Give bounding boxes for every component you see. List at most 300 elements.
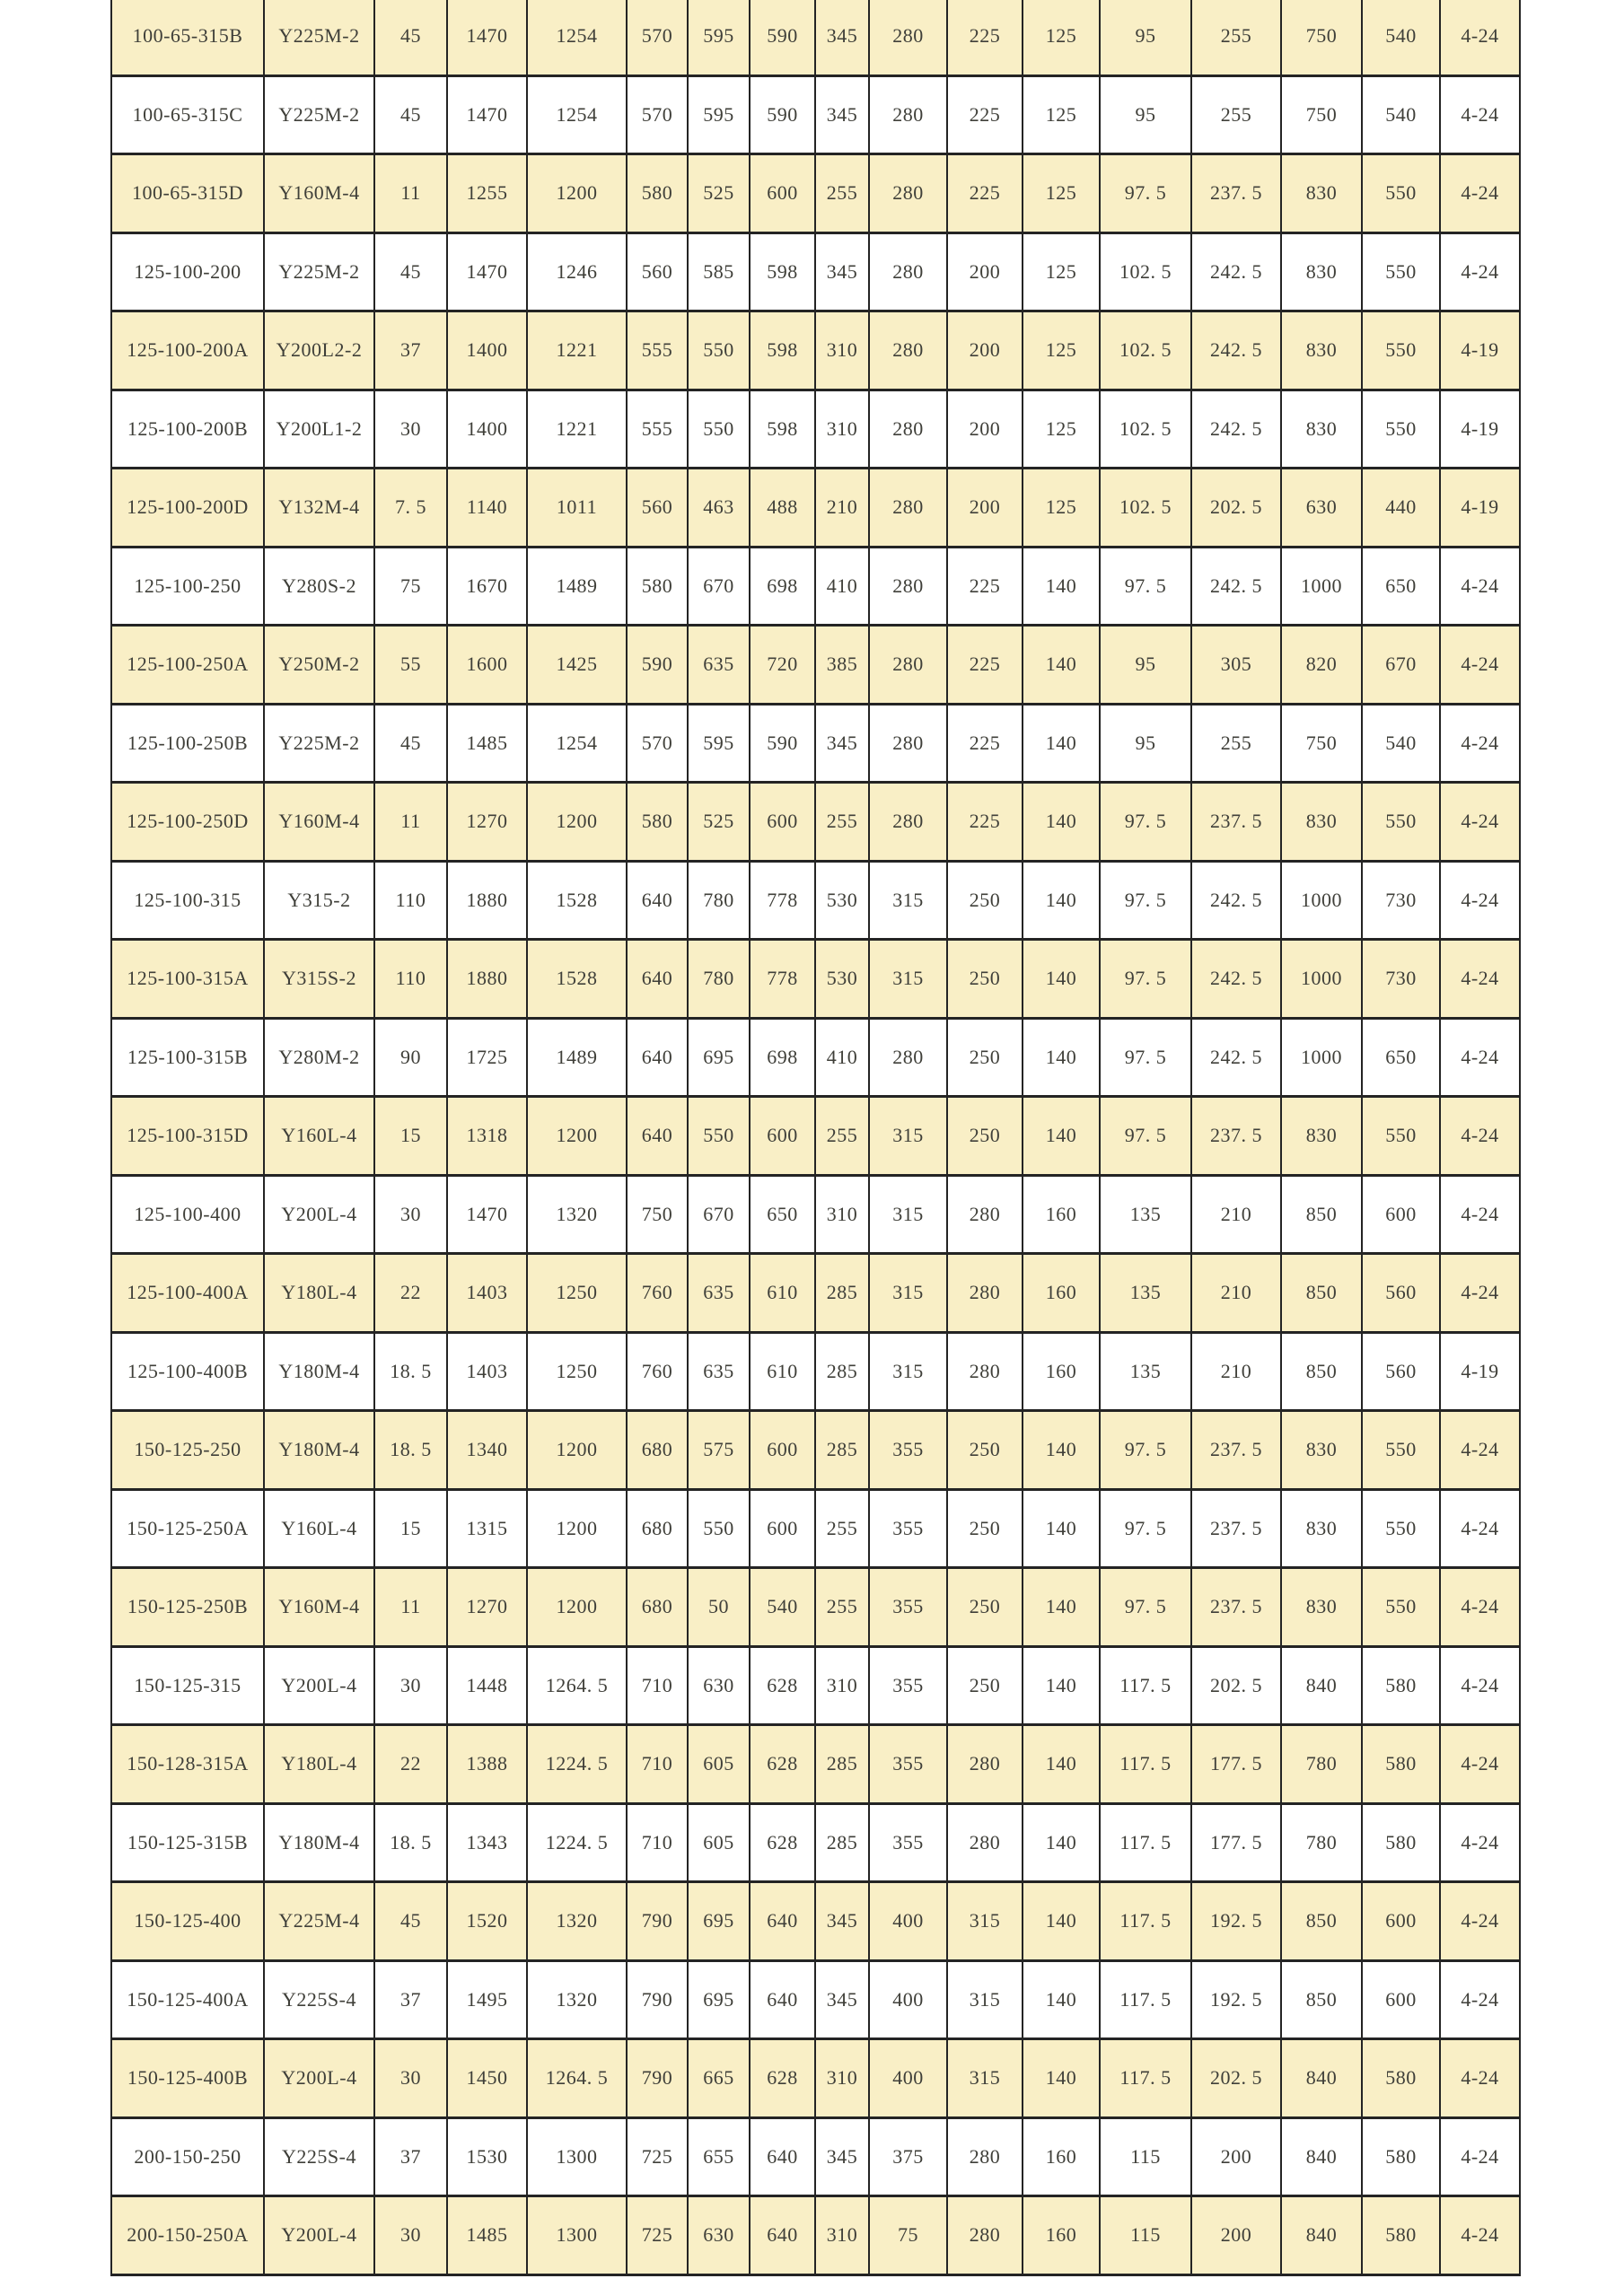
value-cell: 97. 5 [1101, 941, 1192, 1020]
value-cell: 225 [948, 784, 1023, 863]
value-cell: 1221 [528, 312, 628, 391]
pump-model-cell: 150-128-315A [112, 1726, 265, 1805]
value-cell: 598 [751, 391, 816, 470]
value-cell: 237. 5 [1192, 1569, 1282, 1648]
value-cell: 1318 [448, 1098, 528, 1177]
motor-model-cell: Y200L1-2 [265, 391, 375, 470]
value-cell: 605 [689, 1726, 751, 1805]
value-cell: 1403 [448, 1334, 528, 1413]
value-cell: 280 [948, 1805, 1023, 1884]
value-cell: 135 [1101, 1255, 1192, 1334]
value-cell: 385 [816, 627, 870, 705]
value-cell: 1221 [528, 391, 628, 470]
value-cell: 1530 [448, 2119, 528, 2198]
value-cell: 4-24 [1441, 1569, 1521, 1648]
value-cell: 280 [870, 391, 948, 470]
value-cell: 202. 5 [1192, 2040, 1282, 2119]
value-cell: 315 [948, 1962, 1023, 2041]
value-cell: 575 [689, 1412, 751, 1491]
value-cell: 555 [628, 312, 689, 391]
value-cell: 37 [375, 2119, 448, 2198]
value-cell: 600 [751, 1412, 816, 1491]
value-cell: 1264. 5 [528, 1648, 628, 1727]
value-cell: 310 [816, 1648, 870, 1727]
value-cell: 242. 5 [1192, 234, 1282, 313]
value-cell: 250 [948, 1648, 1023, 1727]
pump-model-cell: 125-100-200D [112, 469, 265, 548]
value-cell: 725 [628, 2119, 689, 2198]
value-cell: 600 [1363, 1177, 1441, 1256]
value-cell: 45 [375, 705, 448, 784]
value-cell: 550 [689, 1098, 751, 1177]
value-cell: 45 [375, 234, 448, 313]
value-cell: 242. 5 [1192, 863, 1282, 942]
value-cell: 280 [948, 2197, 1023, 2276]
value-cell: 225 [948, 0, 1023, 77]
value-cell: 540 [751, 1569, 816, 1648]
value-cell: 50 [689, 1569, 751, 1648]
value-cell: 135 [1101, 1177, 1192, 1256]
value-cell: 550 [689, 391, 751, 470]
value-cell: 698 [751, 1020, 816, 1099]
value-cell: 285 [816, 1726, 870, 1805]
value-cell: 22 [375, 1726, 448, 1805]
value-cell: 640 [751, 2197, 816, 2276]
value-cell: 4-24 [1441, 234, 1521, 313]
value-cell: 780 [1282, 1726, 1363, 1805]
value-cell: 680 [628, 1569, 689, 1648]
value-cell: 790 [628, 1962, 689, 2041]
value-cell: 580 [1363, 1648, 1441, 1727]
value-cell: 1880 [448, 941, 528, 1020]
value-cell: 595 [689, 0, 751, 77]
value-cell: 830 [1282, 1098, 1363, 1177]
value-cell: 580 [628, 548, 689, 627]
value-cell: 97. 5 [1101, 1412, 1192, 1491]
value-cell: 210 [1192, 1255, 1282, 1334]
value-cell: 280 [948, 1726, 1023, 1805]
value-cell: 665 [689, 2040, 751, 2119]
value-cell: 110 [375, 941, 448, 1020]
value-cell: 635 [689, 1334, 751, 1413]
value-cell: 550 [1363, 1569, 1441, 1648]
value-cell: 4-24 [1441, 77, 1521, 156]
value-cell: 830 [1282, 1412, 1363, 1491]
value-cell: 1200 [528, 1098, 628, 1177]
value-cell: 115 [1101, 2119, 1192, 2198]
value-cell: 850 [1282, 1255, 1363, 1334]
value-cell: 280 [948, 2119, 1023, 2198]
value-cell: 117. 5 [1101, 1648, 1192, 1727]
value-cell: 695 [689, 1883, 751, 1962]
value-cell: 280 [948, 1334, 1023, 1413]
value-cell: 4-24 [1441, 1412, 1521, 1491]
value-cell: 760 [628, 1334, 689, 1413]
motor-model-cell: Y225M-4 [265, 1883, 375, 1962]
value-cell: 4-24 [1441, 1255, 1521, 1334]
motor-model-cell: Y160L-4 [265, 1098, 375, 1177]
motor-model-cell: Y225M-2 [265, 77, 375, 156]
value-cell: 4-19 [1441, 391, 1521, 470]
value-cell: 200 [1192, 2197, 1282, 2276]
value-cell: 255 [816, 155, 870, 234]
value-cell: 97. 5 [1101, 155, 1192, 234]
value-cell: 1000 [1282, 1020, 1363, 1099]
value-cell: 635 [689, 627, 751, 705]
value-cell: 310 [816, 2197, 870, 2276]
value-cell: 1000 [1282, 863, 1363, 942]
pump-model-cell: 200-150-250A [112, 2197, 265, 2276]
value-cell: 202. 5 [1192, 1648, 1282, 1727]
value-cell: 4-24 [1441, 1648, 1521, 1727]
value-cell: 4-24 [1441, 1177, 1521, 1256]
value-cell: 400 [870, 2040, 948, 2119]
value-cell: 4-24 [1441, 2119, 1521, 2198]
value-cell: 1495 [448, 1962, 528, 2041]
pump-model-cell: 125-100-400A [112, 1255, 265, 1334]
value-cell: 1270 [448, 784, 528, 863]
value-cell: 550 [1363, 155, 1441, 234]
pump-spec-table [110, 0, 1521, 2276]
motor-model-cell: Y200L2-2 [265, 312, 375, 391]
value-cell: 255 [1192, 705, 1282, 784]
value-cell: 1320 [528, 1883, 628, 1962]
value-cell: 242. 5 [1192, 391, 1282, 470]
value-cell: 95 [1101, 77, 1192, 156]
value-cell: 695 [689, 1020, 751, 1099]
value-cell: 1224. 5 [528, 1726, 628, 1805]
value-cell: 4-24 [1441, 155, 1521, 234]
value-cell: 1250 [528, 1334, 628, 1413]
value-cell: 30 [375, 2197, 448, 2276]
pump-model-cell: 150-125-400A [112, 1962, 265, 2041]
value-cell: 250 [948, 941, 1023, 1020]
value-cell: 628 [751, 2040, 816, 2119]
value-cell: 45 [375, 1883, 448, 1962]
value-cell: 250 [948, 1412, 1023, 1491]
value-cell: 410 [816, 1020, 870, 1099]
value-cell: 125 [1023, 391, 1101, 470]
value-cell: 117. 5 [1101, 1883, 1192, 1962]
value-cell: 550 [1363, 391, 1441, 470]
value-cell: 580 [1363, 2040, 1441, 2119]
value-cell: 280 [870, 0, 948, 77]
value-cell: 605 [689, 1805, 751, 1884]
motor-model-cell: Y180L-4 [265, 1255, 375, 1334]
pump-model-cell: 150-125-250B [112, 1569, 265, 1648]
value-cell: 30 [375, 1648, 448, 1727]
value-cell: 850 [1282, 1334, 1363, 1413]
value-cell: 1254 [528, 77, 628, 156]
value-cell: 210 [1192, 1334, 1282, 1413]
value-cell: 140 [1023, 1412, 1101, 1491]
value-cell: 237. 5 [1192, 1098, 1282, 1177]
value-cell: 1528 [528, 863, 628, 942]
value-cell: 315 [948, 2040, 1023, 2119]
value-cell: 580 [628, 784, 689, 863]
value-cell: 540 [1363, 705, 1441, 784]
value-cell: 830 [1282, 155, 1363, 234]
value-cell: 242. 5 [1192, 548, 1282, 627]
value-cell: 640 [628, 941, 689, 1020]
value-cell: 4-24 [1441, 0, 1521, 77]
value-cell: 140 [1023, 941, 1101, 1020]
value-cell: 1246 [528, 234, 628, 313]
value-cell: 760 [628, 1255, 689, 1334]
value-cell: 1224. 5 [528, 1805, 628, 1884]
value-cell: 4-24 [1441, 2040, 1521, 2119]
value-cell: 117. 5 [1101, 1962, 1192, 2041]
value-cell: 488 [751, 469, 816, 548]
value-cell: 635 [689, 1255, 751, 1334]
value-cell: 255 [816, 1491, 870, 1570]
value-cell: 610 [751, 1255, 816, 1334]
value-cell: 15 [375, 1491, 448, 1570]
value-cell: 730 [1363, 941, 1441, 1020]
value-cell: 630 [689, 1648, 751, 1727]
value-cell: 315 [870, 1334, 948, 1413]
value-cell: 18. 5 [375, 1334, 448, 1413]
value-cell: 37 [375, 1962, 448, 2041]
value-cell: 4-24 [1441, 1883, 1521, 1962]
value-cell: 355 [870, 1805, 948, 1884]
value-cell: 1670 [448, 548, 528, 627]
value-cell: 440 [1363, 469, 1441, 548]
value-cell: 4-24 [1441, 548, 1521, 627]
pump-model-cell: 150-125-400 [112, 1883, 265, 1962]
value-cell: 255 [1192, 77, 1282, 156]
value-cell: 355 [870, 1648, 948, 1727]
motor-model-cell: Y225S-4 [265, 2119, 375, 2198]
value-cell: 140 [1023, 1098, 1101, 1177]
value-cell: 1200 [528, 1569, 628, 1648]
value-cell: 1485 [448, 705, 528, 784]
motor-model-cell: Y180L-4 [265, 1726, 375, 1805]
value-cell: 135 [1101, 1334, 1192, 1413]
value-cell: 140 [1023, 1020, 1101, 1099]
value-cell: 140 [1023, 627, 1101, 705]
value-cell: 97. 5 [1101, 1098, 1192, 1177]
pump-model-cell: 125-100-315D [112, 1098, 265, 1177]
value-cell: 345 [816, 705, 870, 784]
value-cell: 530 [816, 941, 870, 1020]
value-cell: 585 [689, 234, 751, 313]
value-cell: 315 [870, 1098, 948, 1177]
value-cell: 1403 [448, 1255, 528, 1334]
pump-model-cell: 100-65-315C [112, 77, 265, 156]
value-cell: 315 [870, 1255, 948, 1334]
value-cell: 225 [948, 155, 1023, 234]
value-cell: 140 [1023, 1491, 1101, 1570]
value-cell: 580 [1363, 2119, 1441, 2198]
motor-model-cell: Y180M-4 [265, 1412, 375, 1491]
value-cell: 840 [1282, 1648, 1363, 1727]
value-cell: 140 [1023, 863, 1101, 942]
value-cell: 640 [751, 1962, 816, 2041]
value-cell: 640 [628, 1098, 689, 1177]
value-cell: 280 [870, 705, 948, 784]
value-cell: 730 [1363, 863, 1441, 942]
value-cell: 590 [628, 627, 689, 705]
value-cell: 110 [375, 863, 448, 942]
value-cell: 1388 [448, 1726, 528, 1805]
value-cell: 160 [1023, 2119, 1101, 2198]
value-cell: 4-19 [1441, 1334, 1521, 1413]
value-cell: 4-24 [1441, 1726, 1521, 1805]
value-cell: 280 [948, 1255, 1023, 1334]
value-cell: 525 [689, 784, 751, 863]
pump-model-cell: 125-100-200 [112, 234, 265, 313]
value-cell: 18. 5 [375, 1412, 448, 1491]
value-cell: 315 [948, 1883, 1023, 1962]
value-cell: 1340 [448, 1412, 528, 1491]
value-cell: 315 [870, 863, 948, 942]
value-cell: 698 [751, 548, 816, 627]
value-cell: 780 [689, 941, 751, 1020]
value-cell: 628 [751, 1805, 816, 1884]
value-cell: 255 [816, 1569, 870, 1648]
value-cell: 720 [751, 627, 816, 705]
value-cell: 280 [870, 155, 948, 234]
value-cell: 285 [816, 1255, 870, 1334]
value-cell: 102. 5 [1101, 469, 1192, 548]
value-cell: 30 [375, 391, 448, 470]
value-cell: 11 [375, 784, 448, 863]
value-cell: 22 [375, 1255, 448, 1334]
value-cell: 570 [628, 77, 689, 156]
value-cell: 30 [375, 1177, 448, 1256]
value-cell: 250 [948, 1491, 1023, 1570]
value-cell: 640 [628, 1020, 689, 1099]
pump-model-cell: 150-125-250 [112, 1412, 265, 1491]
value-cell: 225 [948, 705, 1023, 784]
value-cell: 1400 [448, 312, 528, 391]
value-cell: 225 [948, 77, 1023, 156]
value-cell: 255 [816, 784, 870, 863]
value-cell: 305 [1192, 627, 1282, 705]
value-cell: 285 [816, 1412, 870, 1491]
value-cell: 1255 [448, 155, 528, 234]
value-cell: 125 [1023, 312, 1101, 391]
value-cell: 550 [1363, 1412, 1441, 1491]
value-cell: 177. 5 [1192, 1726, 1282, 1805]
value-cell: 95 [1101, 627, 1192, 705]
value-cell: 192. 5 [1192, 1962, 1282, 2041]
value-cell: 97. 5 [1101, 548, 1192, 627]
motor-model-cell: Y200L-4 [265, 2040, 375, 2119]
value-cell: 280 [870, 627, 948, 705]
value-cell: 598 [751, 234, 816, 313]
value-cell: 400 [870, 1962, 948, 2041]
value-cell: 650 [1363, 548, 1441, 627]
value-cell: 550 [1363, 312, 1441, 391]
value-cell: 125 [1023, 155, 1101, 234]
value-cell: 125 [1023, 234, 1101, 313]
value-cell: 102. 5 [1101, 234, 1192, 313]
value-cell: 140 [1023, 548, 1101, 627]
value-cell: 345 [816, 0, 870, 77]
pump-model-cell: 125-100-200B [112, 391, 265, 470]
value-cell: 310 [816, 312, 870, 391]
value-cell: 840 [1282, 2119, 1363, 2198]
value-cell: 1343 [448, 1805, 528, 1884]
value-cell: 570 [628, 705, 689, 784]
value-cell: 242. 5 [1192, 941, 1282, 1020]
value-cell: 97. 5 [1101, 1020, 1192, 1099]
value-cell: 840 [1282, 2197, 1363, 2276]
value-cell: 192. 5 [1192, 1883, 1282, 1962]
value-cell: 628 [751, 1648, 816, 1727]
motor-model-cell: Y225M-2 [265, 705, 375, 784]
value-cell: 75 [870, 2197, 948, 2276]
value-cell: 200 [948, 312, 1023, 391]
value-cell: 830 [1282, 784, 1363, 863]
value-cell: 595 [689, 77, 751, 156]
value-cell: 15 [375, 1098, 448, 1177]
value-cell: 1320 [528, 1962, 628, 2041]
value-cell: 117. 5 [1101, 2040, 1192, 2119]
value-cell: 750 [1282, 0, 1363, 77]
value-cell: 225 [948, 548, 1023, 627]
value-cell: 1448 [448, 1648, 528, 1727]
value-cell: 4-24 [1441, 784, 1521, 863]
pump-model-cell: 125-100-315B [112, 1020, 265, 1099]
value-cell: 778 [751, 863, 816, 942]
motor-model-cell: Y280M-2 [265, 1020, 375, 1099]
value-cell: 255 [1192, 0, 1282, 77]
value-cell: 11 [375, 1569, 448, 1648]
pump-model-cell: 125-100-250D [112, 784, 265, 863]
value-cell: 1520 [448, 1883, 528, 1962]
value-cell: 4-24 [1441, 1098, 1521, 1177]
value-cell: 90 [375, 1020, 448, 1099]
value-cell: 600 [751, 155, 816, 234]
value-cell: 570 [628, 0, 689, 77]
value-cell: 1250 [528, 1255, 628, 1334]
value-cell: 530 [816, 863, 870, 942]
value-cell: 140 [1023, 784, 1101, 863]
value-cell: 4-24 [1441, 2197, 1521, 2276]
value-cell: 750 [1282, 705, 1363, 784]
value-cell: 200 [948, 469, 1023, 548]
value-cell: 670 [689, 548, 751, 627]
value-cell: 580 [1363, 1726, 1441, 1805]
value-cell: 1264. 5 [528, 2040, 628, 2119]
value-cell: 18. 5 [375, 1805, 448, 1884]
value-cell: 310 [816, 1177, 870, 1256]
value-cell: 780 [689, 863, 751, 942]
motor-model-cell: Y160M-4 [265, 784, 375, 863]
value-cell: 1320 [528, 1177, 628, 1256]
value-cell: 345 [816, 2119, 870, 2198]
value-cell: 400 [870, 1883, 948, 1962]
value-cell: 315 [870, 1177, 948, 1256]
value-cell: 1200 [528, 155, 628, 234]
value-cell: 628 [751, 1726, 816, 1805]
value-cell: 1254 [528, 0, 628, 77]
value-cell: 710 [628, 1726, 689, 1805]
motor-model-cell: Y200L-4 [265, 2197, 375, 2276]
value-cell: 670 [689, 1177, 751, 1256]
value-cell: 590 [751, 0, 816, 77]
value-cell: 840 [1282, 2040, 1363, 2119]
value-cell: 242. 5 [1192, 1020, 1282, 1099]
value-cell: 97. 5 [1101, 784, 1192, 863]
value-cell: 4-24 [1441, 1491, 1521, 1570]
value-cell: 250 [948, 863, 1023, 942]
value-cell: 1200 [528, 1491, 628, 1570]
value-cell: 750 [1282, 77, 1363, 156]
